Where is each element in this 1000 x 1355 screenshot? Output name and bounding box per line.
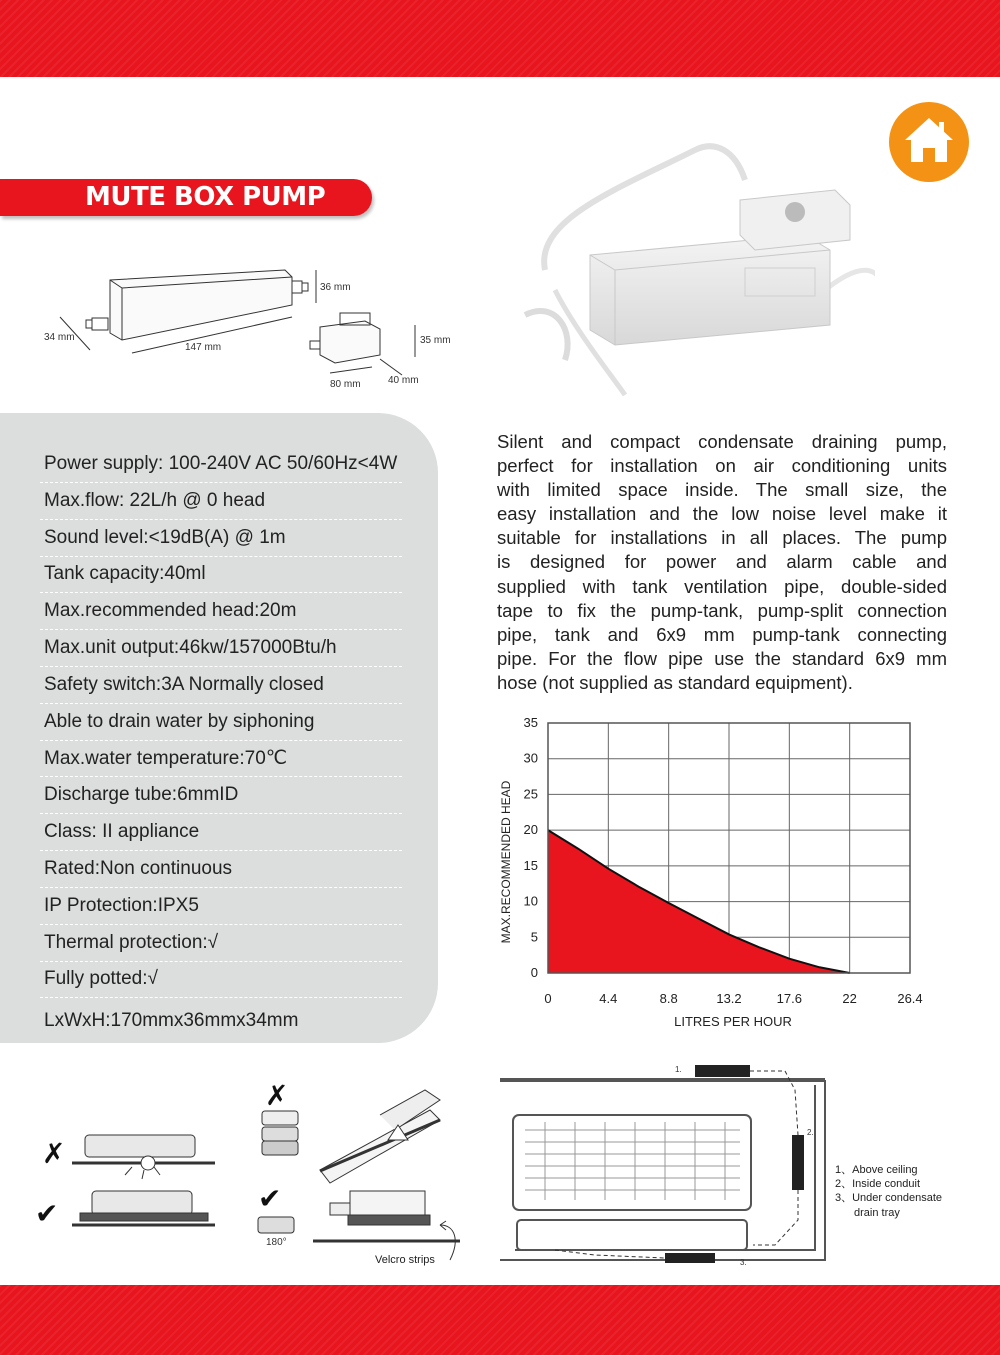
divider — [40, 961, 402, 962]
chart-x-tick-label: 8.8 — [659, 991, 678, 1006]
description-line: is designed for power and alarm cable and — [497, 551, 947, 573]
marker-2: 2. — [807, 1128, 814, 1137]
dim-height: 36 mm — [320, 282, 351, 293]
tank-level-right — [258, 1191, 460, 1260]
divider — [40, 887, 402, 888]
dim-tank-depth: 40 mm — [388, 375, 419, 386]
legend-item: drain tray — [854, 1207, 900, 1219]
chart-x-tick-label: 26.4 — [897, 991, 923, 1006]
chart-y-tick-label: 0 — [530, 965, 538, 980]
home-button[interactable] — [889, 102, 969, 182]
dim-width: 34 mm — [44, 332, 75, 343]
spec-item: Max.water temperature:70℃ — [44, 748, 288, 769]
chart-y-tick-label: 15 — [523, 857, 538, 873]
legend-item: 2、Inside conduit — [835, 1178, 920, 1190]
dimension-drawing — [30, 255, 480, 395]
chart-x-tick-label: 13.2 — [716, 991, 742, 1006]
spec-item: Safety switch:3A Normally closed — [44, 674, 324, 695]
installation-illustrations — [30, 1075, 490, 1275]
divider — [40, 592, 402, 593]
pump-position-1 — [695, 1065, 750, 1077]
chart-x-tick-label: 17.6 — [776, 991, 802, 1006]
product-photo — [495, 130, 875, 405]
divider — [40, 997, 402, 998]
description-line: with limited space inside. The small size, the — [497, 479, 947, 501]
right-mark-tank: ✔ — [258, 1183, 282, 1214]
spec-item: Class: II appliance — [44, 821, 200, 842]
description-line: Silent and compact condensate draining pump, — [497, 431, 947, 452]
wrong-mark: ✗ — [42, 1138, 66, 1169]
rotation-label: 180° — [266, 1237, 287, 1248]
chart-y-tick-label: 30 — [523, 750, 538, 766]
description-line: pipe, tank and 6x9 mm pump-tank connecting — [497, 623, 947, 645]
description-line: easy installation and the low noise level make it — [497, 503, 947, 525]
spec-item: Sound level:<19dB(A) @ 1m — [44, 527, 286, 548]
divider — [40, 813, 402, 814]
divider — [40, 740, 402, 741]
pump-position-3 — [665, 1253, 715, 1263]
coil-grid — [525, 1122, 740, 1200]
pump-curve-chart — [490, 710, 940, 1040]
divider — [40, 850, 402, 851]
pump-velcro-right — [72, 1191, 215, 1225]
spec-item: IP Protection:IPX5 — [44, 895, 199, 916]
chart-y-tick-label: 20 — [523, 822, 538, 838]
spec-item: Able to drain water by siphoning — [44, 711, 315, 732]
divider — [40, 556, 402, 557]
footer-band — [0, 1285, 1000, 1355]
chart-x-tick-label: 4.4 — [599, 991, 618, 1006]
description-line: pipe. For the flow pipe use the standard 6x9 mm — [497, 647, 947, 669]
spec-item: Power supply: 100-240V AC 50/60Hz<4W — [44, 453, 398, 474]
chart-x-axis-label: LITRES PER HOUR — [674, 1014, 792, 1029]
legend-item: 3、Under condensate — [835, 1192, 943, 1204]
product-description — [497, 430, 947, 695]
divider — [40, 924, 402, 925]
legend-item: 1、Above ceiling — [835, 1164, 918, 1176]
divider — [40, 519, 402, 520]
home-icon — [889, 102, 969, 182]
tank-tilted-wrong — [262, 1090, 440, 1183]
chart-y-tick-label: 5 — [530, 929, 538, 945]
spec-item: Max.flow: 22L/h @ 0 head — [44, 490, 266, 511]
description-line: suitable for installations in all places. The pump — [497, 527, 947, 549]
divider — [40, 776, 402, 777]
dim-length: 147 mm — [185, 342, 222, 353]
spec-item: Rated:Non continuous — [44, 858, 233, 879]
spec-item: Max.recommended head:20m — [44, 600, 297, 621]
chart-x-tick-label: 22 — [842, 991, 857, 1006]
chart-y-tick-label: 25 — [523, 786, 538, 802]
chart-x-tick-label: 0 — [544, 991, 552, 1006]
spec-item: Tank capacity:40ml — [44, 563, 206, 584]
chart-y-tick-label: 35 — [523, 715, 538, 730]
dim-tank-height: 35 mm — [420, 335, 451, 346]
pump-tilted-wrong — [72, 1135, 215, 1179]
divider — [40, 666, 402, 667]
chart-y-tick-label: 10 — [523, 893, 538, 909]
description-line: tape to fix the pump-tank, pump-split connection — [497, 599, 947, 621]
spec-item: Thermal protection:√ — [44, 932, 219, 953]
divider — [40, 703, 402, 704]
spec-item: Max.unit output:46kw/157000Btu/h — [44, 637, 337, 658]
divider — [40, 629, 402, 630]
header-band — [0, 0, 1000, 77]
marker-1: 1. — [675, 1065, 682, 1074]
divider — [40, 482, 402, 483]
spec-item: LxWxH:170mmx36mmx34mm — [44, 1010, 299, 1031]
description-line: supplied with tank ventilation pipe, double-sided — [497, 575, 947, 597]
placement-diagram — [495, 1060, 965, 1280]
marker-3: 3. — [740, 1258, 747, 1267]
product-title: MUTE BOX PUMP — [85, 182, 326, 212]
right-mark: ✔ — [35, 1198, 59, 1229]
chart-y-axis-label: MAX.RECOMMENDED HEAD — [499, 780, 513, 944]
spec-item: Fully potted:√ — [44, 968, 158, 989]
product-title-bar — [0, 179, 372, 216]
velcro-label: Velcro strips — [375, 1254, 435, 1266]
dim-tank-width: 80 mm — [330, 379, 361, 390]
description-line: hose (not supplied as standard equipment). — [497, 671, 853, 693]
description-line: perfect for installation on air conditioning units — [497, 455, 947, 477]
spec-item: Discharge tube:6mmID — [44, 784, 239, 805]
pump-position-2 — [792, 1135, 804, 1190]
wrong-mark-tank: ✗ — [265, 1080, 289, 1111]
